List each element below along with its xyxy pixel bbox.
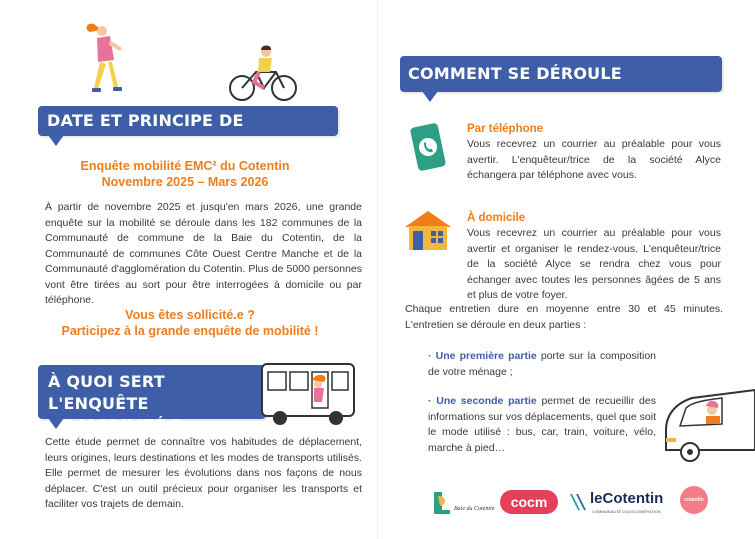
intro-paragraph: À partir de novembre 2025 et jusqu'en mars 2026, une grande enquête sur la mobilité se déroule dans les 182 communes de la Communauté de commune de la Baie du Cotentin, de la Communauté de communes Côte Ouest Centre Manche et de la Communauté d'agglomération du Cotentin. Plus de 5000 personnes vont être tirées au sort pour être interrogées à domicile ou par téléphone. <box>45 201 362 306</box>
bullet-first-part-text: porte sur la composition de votre ménage ; <box>428 350 656 378</box>
banner-tail <box>48 135 64 146</box>
survey-dates: Novembre 2025 – Mars 2026 <box>101 175 269 189</box>
survey-name: Enquête mobilité EMC² du Cotentin <box>80 159 290 173</box>
duration-paragraph: Chaque entretien dure en moyenne entre 30 et 45 minutes. L'entretien se déroule en deux parties : <box>405 303 723 331</box>
car-illustration <box>662 380 755 465</box>
banner-comment <box>400 56 722 119</box>
cotentin-badge-logo: cotentin <box>680 486 708 514</box>
partner-logos <box>430 484 710 520</box>
lecotentin-subtitle: COMMUNAUTÉ D'AGGLOMÉRATION <box>592 509 661 514</box>
banner-tail <box>48 418 64 429</box>
bullet-second-part-highlight: Une seconde partie <box>436 395 537 407</box>
svg-text:Baie du Cotentin: Baie du Cotentin <box>454 506 495 512</box>
callout <box>40 307 340 339</box>
bullet-dot: · <box>428 350 436 362</box>
bullet-first-part <box>428 349 656 380</box>
bullet-second-part-text: permet de recueillir des informations sur vos déplacements, quel que soit le mode utilisé : bus, car, train, voiture, vélo, marche à pied… <box>428 395 656 454</box>
banner-a-quoi-sert <box>38 365 266 435</box>
walking-woman-illustration <box>80 18 140 103</box>
callout-invitation: Participez à la grande enquête de mobilité ! <box>61 324 319 338</box>
baie-du-cotentin-logo <box>430 488 495 518</box>
bullet-second-part <box>428 394 656 456</box>
banner-tail <box>422 91 438 102</box>
phone-icon <box>408 123 448 171</box>
banner-comment-text: COMMENT SE DÉROULE L'ENQUÊTE ? <box>408 64 622 119</box>
purpose-paragraph: Cette étude permet de connaître vos habitudes de déplacement, leurs origines, leurs destinations et les modes de transports utilisés. Elle permet de mesurer les évolutions dans nos façons de nous déplacer. C'est un outil précieux pour organiser les transports et faciliter vos trajets de demain. <box>45 436 362 510</box>
bus-illustration <box>258 358 358 428</box>
banner-a-quoi-sert-line2: DE MOBILITÉ ? <box>48 416 181 435</box>
survey-subtitle <box>40 158 330 190</box>
lecotentin-mark-icon <box>568 490 590 512</box>
cocm-logo: cocm <box>500 490 558 514</box>
banner-date-principe <box>38 106 338 160</box>
bullet-first-part-highlight: Une première partie <box>435 350 537 362</box>
house-icon <box>403 209 453 251</box>
banner-date-principe-text: DATE ET PRINCIPE DE L'ENQUÊTE <box>47 111 244 160</box>
lecotentin-wordmark: leCotentin <box>590 490 664 507</box>
lecotentin-logo <box>568 486 672 518</box>
banner-a-quoi-sert-line1: À QUOI SERT L'ENQUÊTE <box>48 372 165 413</box>
fold-line <box>377 0 378 539</box>
callout-question: Vous êtes sollicité.e ? <box>125 308 255 322</box>
home-paragraph: Vous recevrez un courrier au préalable pour vous avertir et organiser le rendez-vous. L'enquêteur/trice de la société Alyce se rendra chez vous pour échanger avec toutes les personnes âgées de 5 ans et plus de votre foyer. <box>467 227 721 301</box>
phone-paragraph: Vous recevrez un courrier au préalable pour vous avertir. L'enquêteur/trice de la société Alyce échangera par téléphone avec vous. <box>467 138 721 181</box>
cyclist-illustration <box>228 44 298 104</box>
home-title: À domicile <box>467 212 526 224</box>
bullet-dot: · <box>428 395 437 407</box>
phone-title: Par téléphone <box>467 123 544 135</box>
